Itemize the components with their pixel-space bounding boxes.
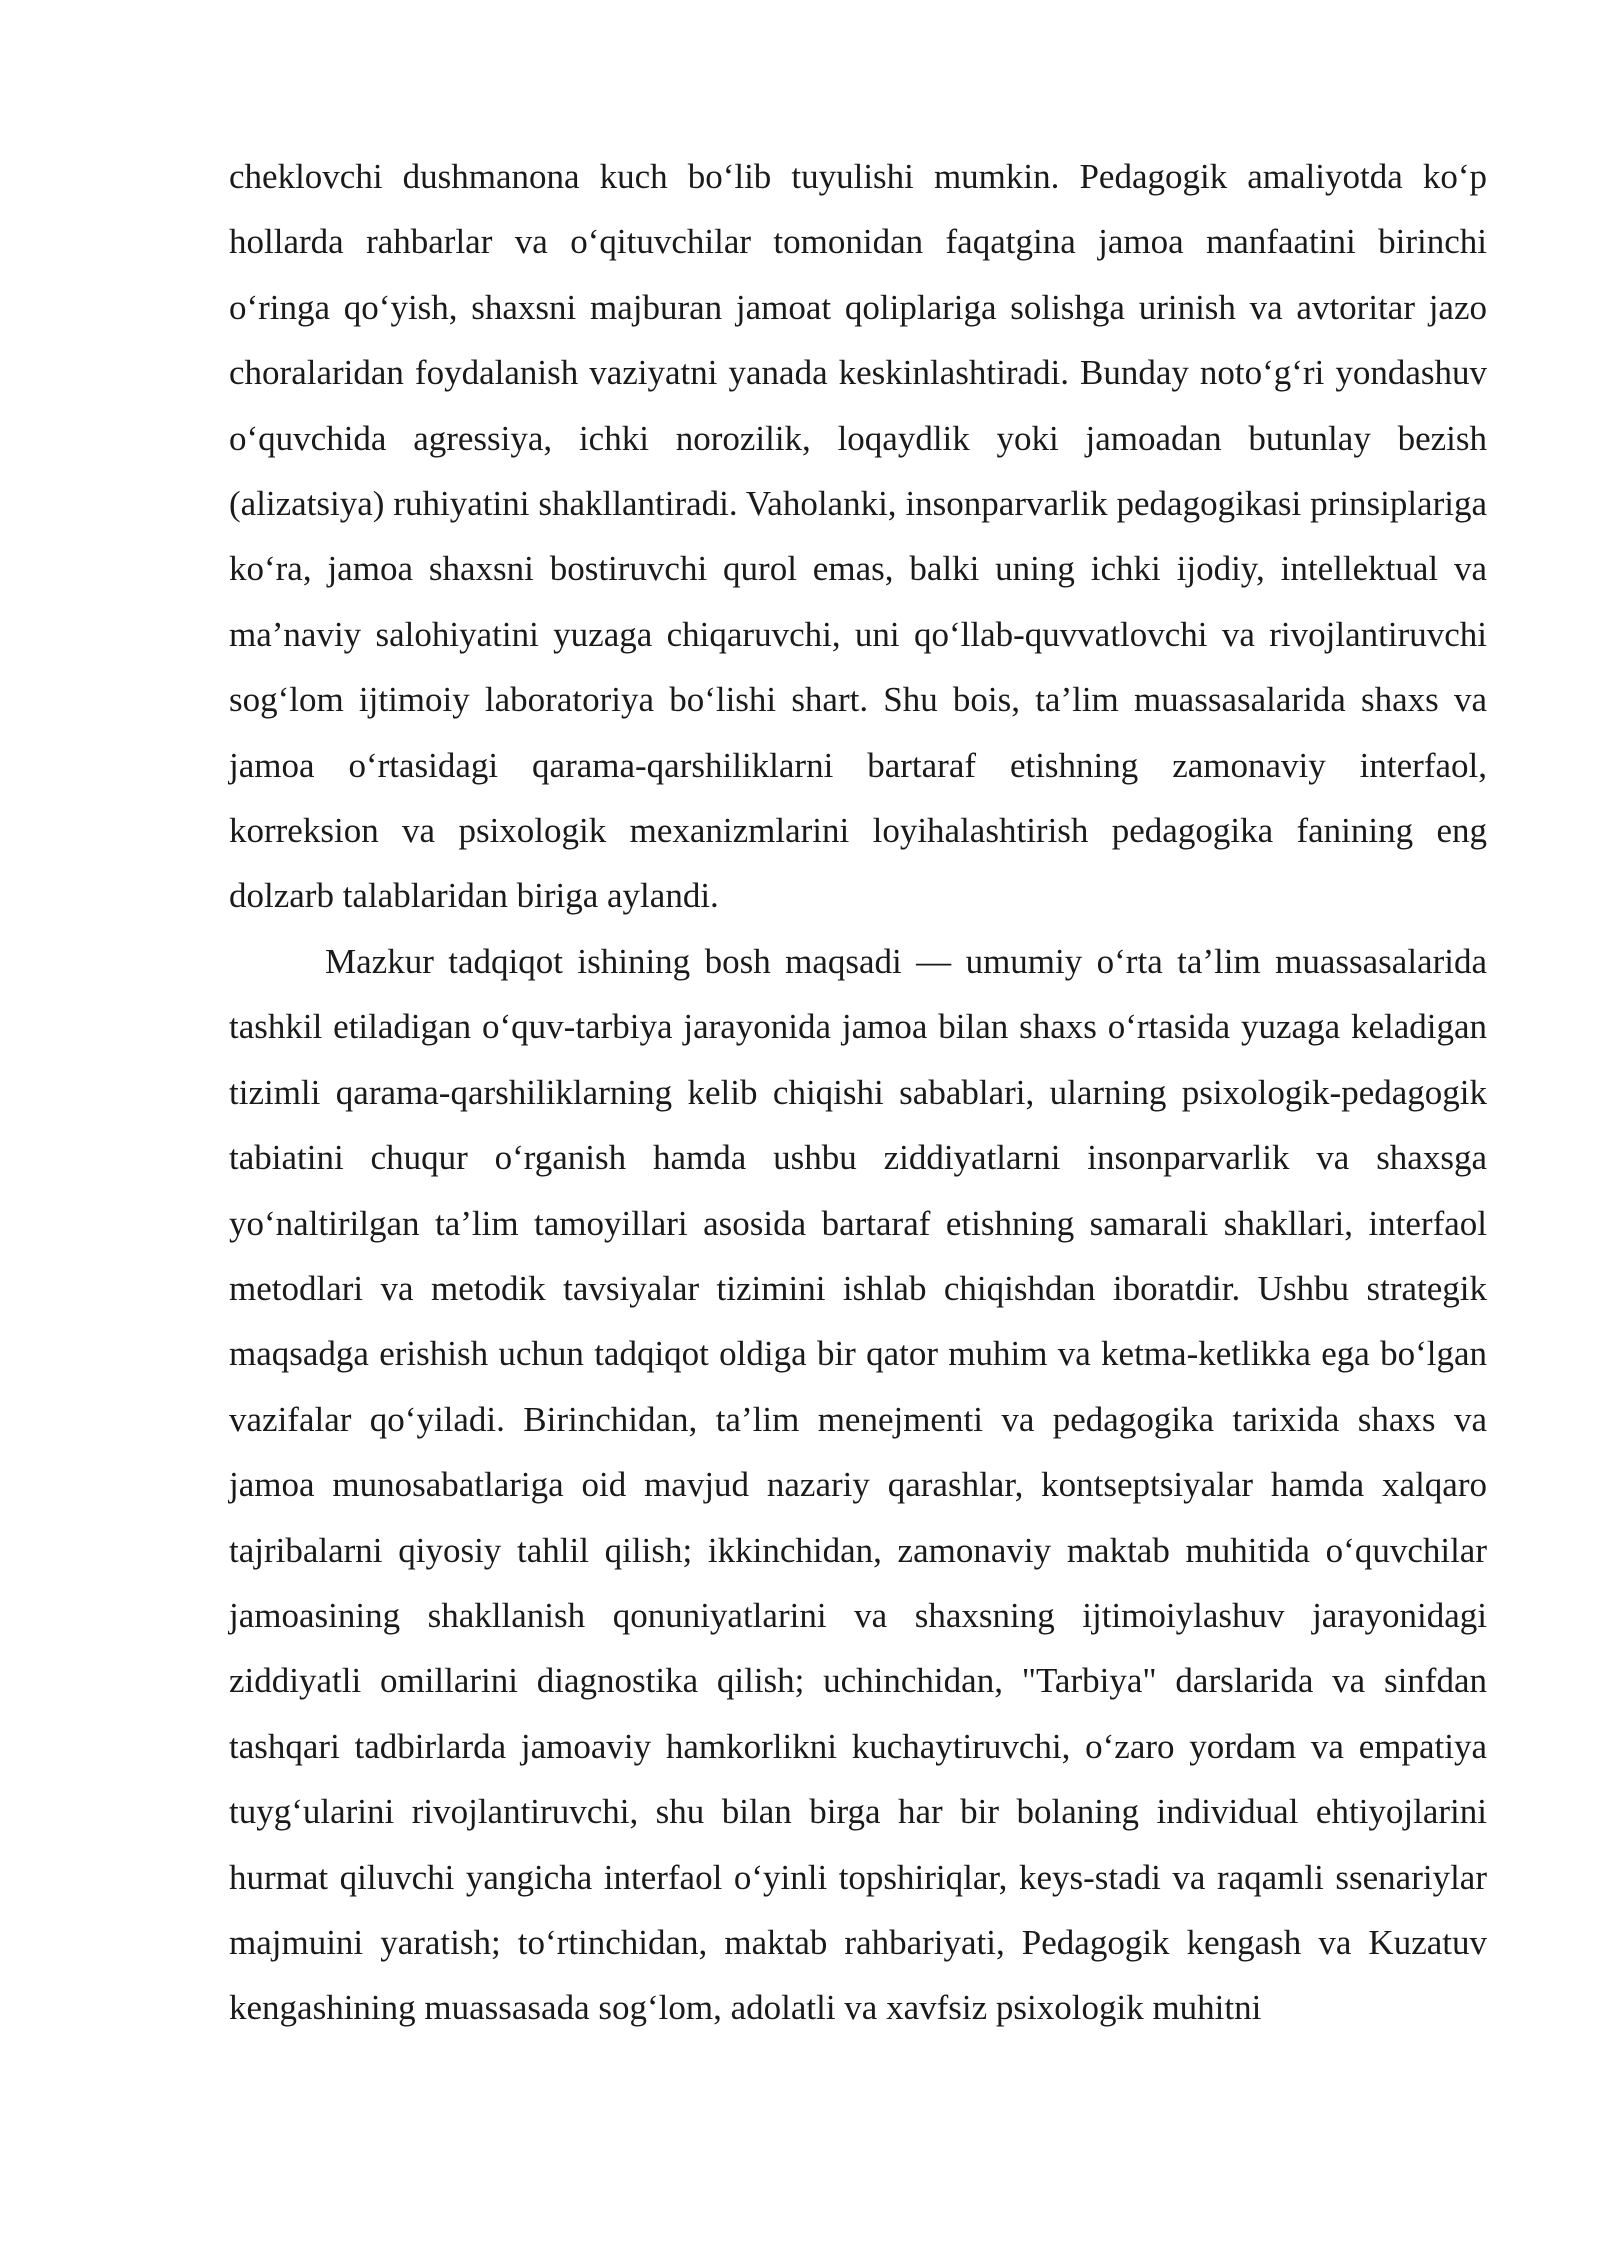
body-text	[229, 144, 1487, 2041]
paragraph-2: Mazkur tadqiqot ishining bosh maqsadi — umumiy o‘rta ta’lim muassasalarida tashkil etiladigan o‘quv-tarbiya jarayonida jamoa bilan shaxs o‘rtasida yuzaga keladigan tizimli qarama-qarshiliklarning kelib chiqishi sabablari, ularning psixologik-pedagogik tabiatini chuqur o‘rganish hamda ushbu ziddiyatlarni insonparvarlik va shaxsga yo‘naltirilgan ta’lim tamoyillari asosida bartaraf etishning samarali shakllari, interfaol metodlari va metodik tavsiyalar tizimini ishlab chiqishdan iboratdir. Ushbu strategik maqsadga erishish uchun tadqiqot oldiga bir qator muhim va ketma-ketlikka ega bo‘lgan vazifalar qo‘yiladi. Birinchidan, ta’lim menejmenti va pedagogika tarixida shaxs va jamoa munosabatlariga oid mavjud nazariy qarashlar, kontseptsiyalar hamda xalqaro tajribalarni qiyosiy tahlil qilish; ikkinchidan, zamonaviy maktab muhitida o‘quvchilar jamoasining shakllanish qonuniyatlarini va shaxsning ijtimoiylashuv jarayonidagi ziddiyatli omillarini diagnostika qilish; uchinchidan, "Tarbiya" darslarida va sinfdan tashqari tadbirlarda jamoaviy hamkorlikni kuchaytiruvchi, o‘zaro yordam va empatiya tuyg‘ularini rivojlantiruvchi, shu bilan birga har bir bolaning individual ehtiyojlarini hurmat qiluvchi yangicha interfaol o‘yinli topshiriqlar, keys-stadi va raqamli ssenariylar majmuini yaratish; to‘rtinchidan, maktab rahbariyati, Pedagogik kengash va Kuzatuv kengashining muassasada sog‘lom, adolatli va xavfsiz psixologik muhitni	[229, 941, 1487, 2028]
paragraph-1: cheklovchi dushmanona kuch bo‘lib tuyulishi mumkin. Pedagogik amaliyotda ko‘p hollarda rahbarlar va o‘qituvchilar tomonidan faqatgina jamoa manfaatini birinchi o‘ringa qo‘yish, shaxsni majburan jamoat qoliplariga solishga urinish va avtoritar jazo choralaridan foydalanish vaziyatni yanada keskinlashtiradi. Bunday noto‘g‘ri yondashuv o‘quvchida agressiya, ichki norozilik, loqaydlik yoki jamoadan butunlay bezish (alizatsiya) ruhiyatini shakllantiradi. Vaholanki, insonparvarlik pedagogikasi prinsiplariga ko‘ra, jamoa shaxsni bostiruvchi qurol emas, balki uning ichki ijodiy, intellektual va ma’naviy salohiyatini yuzaga chiqaruvchi, uni qo‘llab-quvvatlovchi va rivojlantiruvchi sog‘lom ijtimoiy laboratoriya bo‘lishi shart. Shu bois, ta’lim muassasalarida shaxs va jamoa o‘rtasidagi qarama-qarshiliklarni bartaraf etishning zamonaviy interfaol, korreksion va psixologik mexanizmlarini loyihalashtirish pedagogika fanining eng dolzarb talablaridan biriga aylandi.	[229, 157, 1487, 916]
